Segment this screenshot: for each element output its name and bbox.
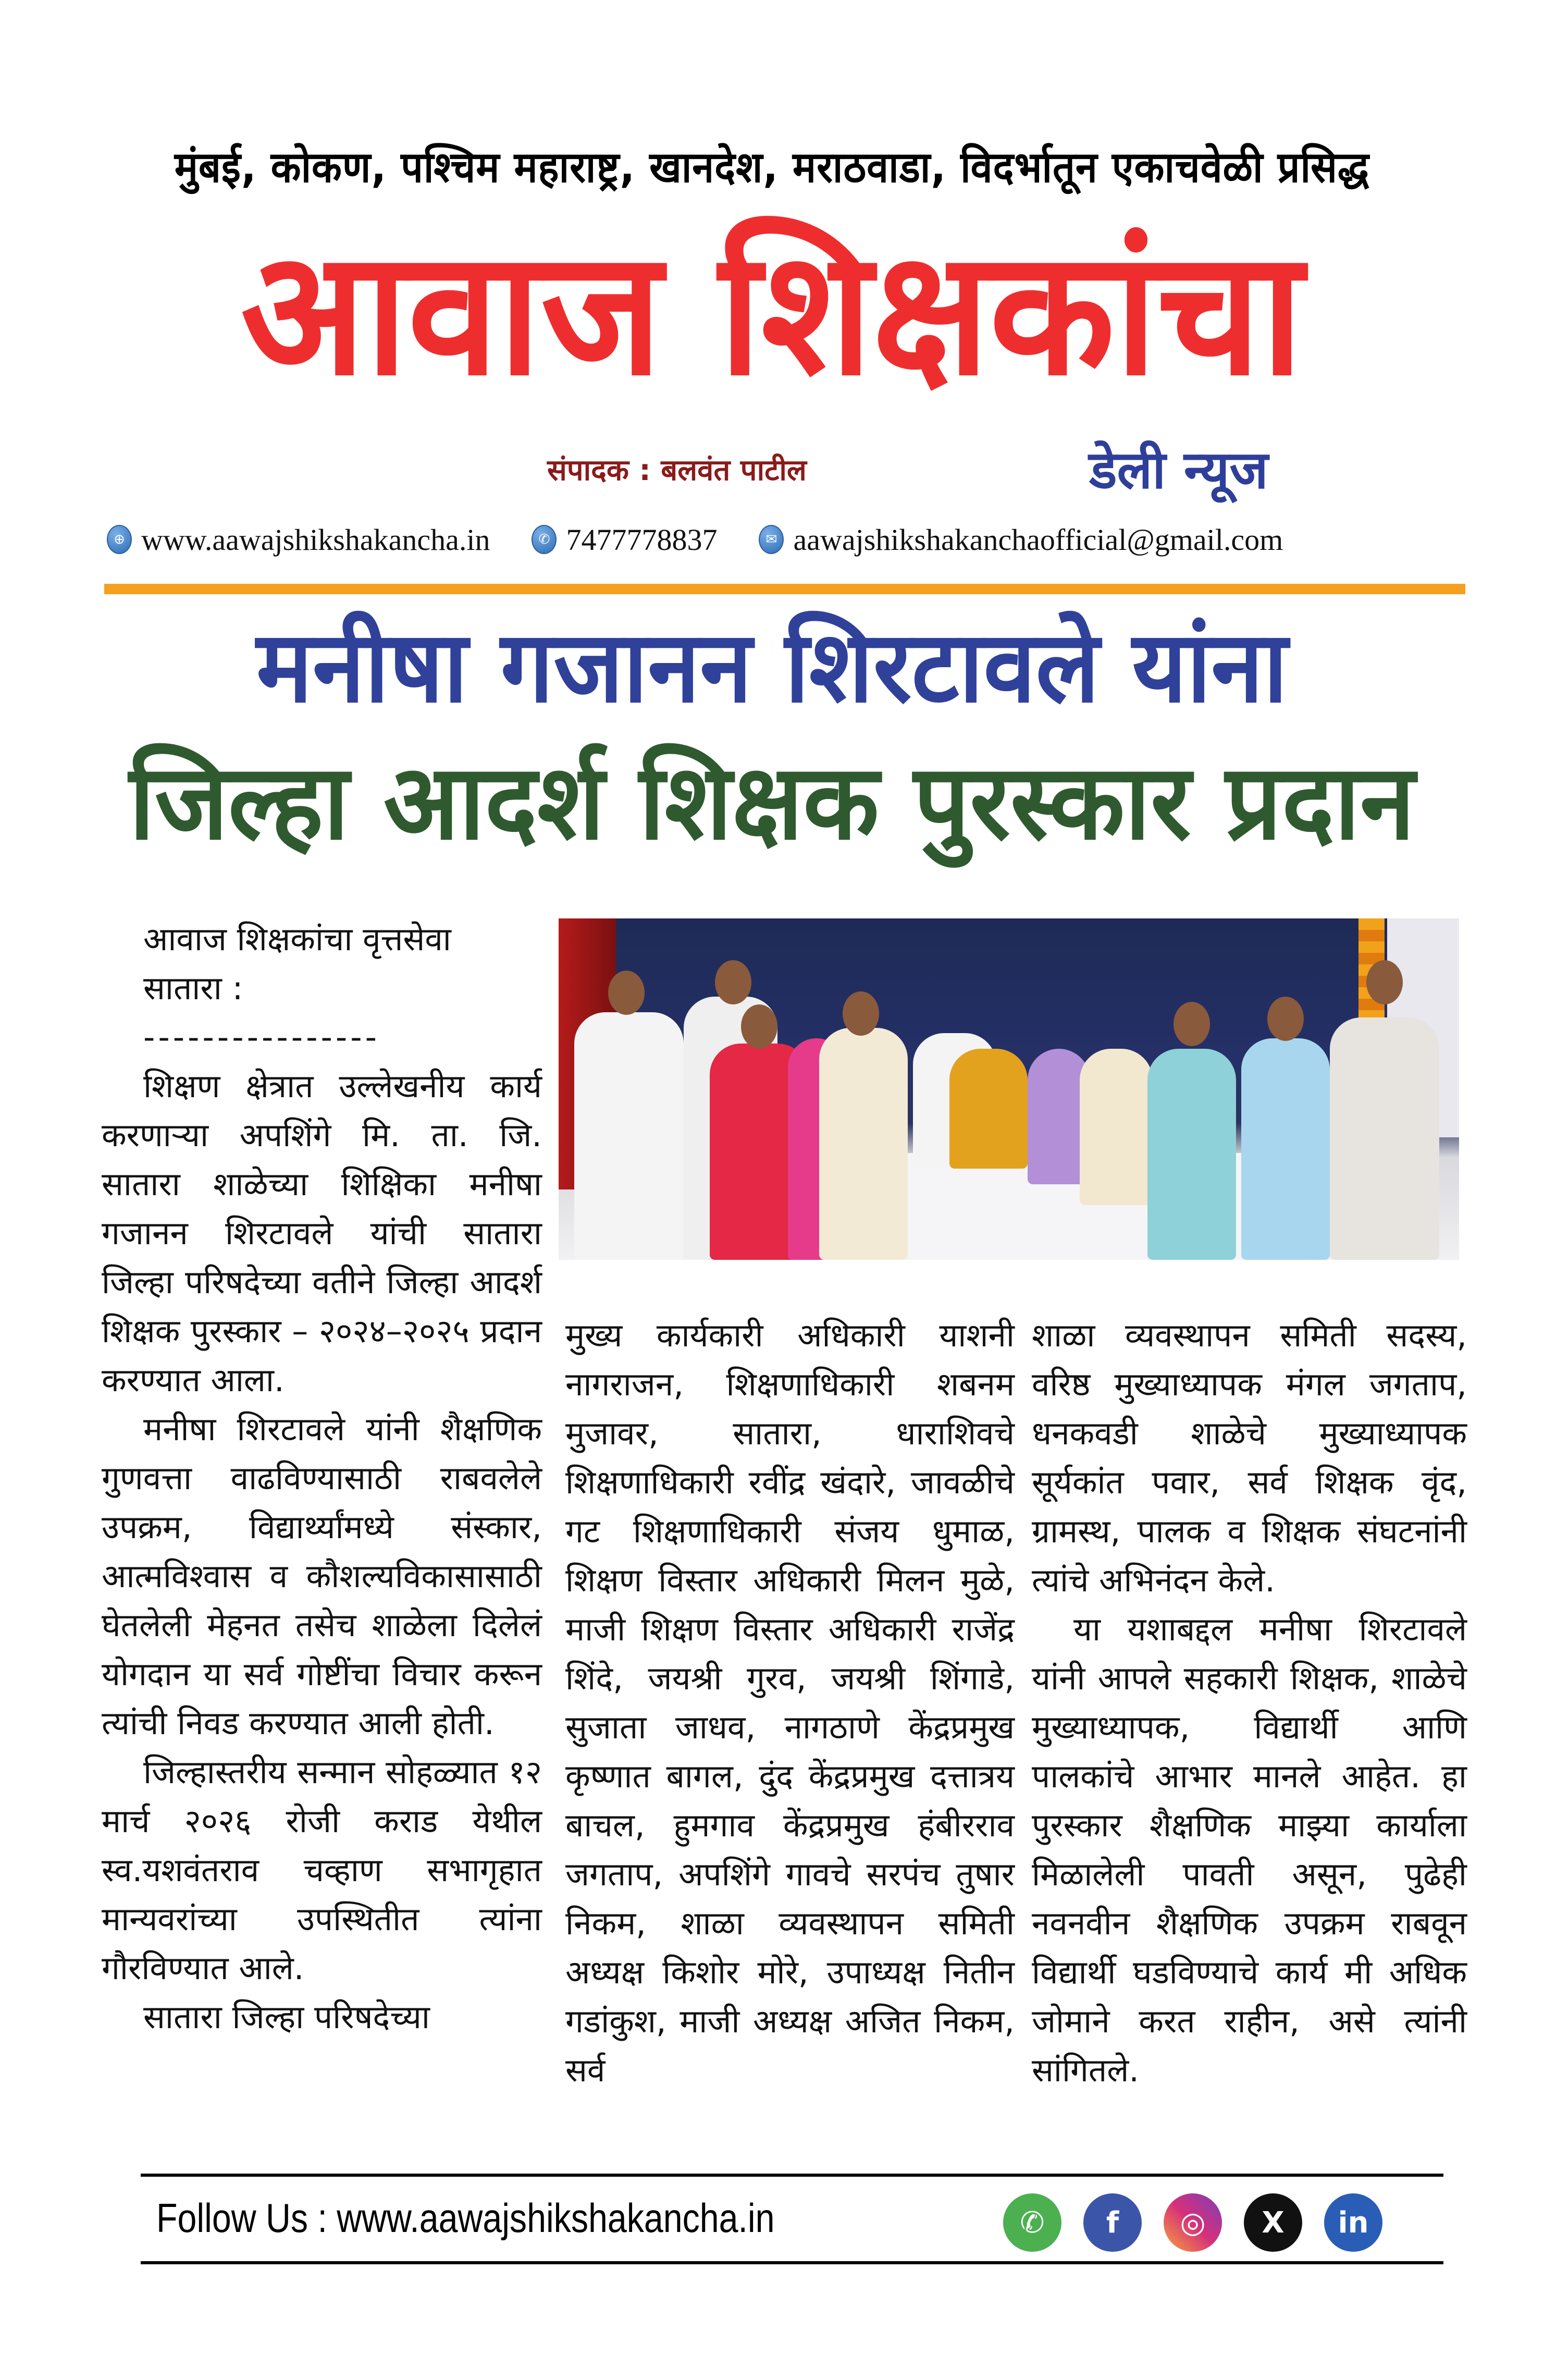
phone-icon: ✆ [532, 525, 557, 554]
headline-line-2: जिल्हा आदर्श शिक्षक पुरस्कार प्रदान [129, 742, 1415, 863]
contact-row [107, 516, 1325, 563]
whatsapp-icon[interactable]: ✆ [1003, 2193, 1061, 2252]
person-head [1267, 997, 1304, 1041]
editor-credit: संपादक : बलवंत पाटील [547, 453, 807, 487]
award-ceremony-photo [559, 918, 1459, 1260]
globe-icon: ⊕ [107, 525, 132, 554]
linkedin-icon[interactable]: in [1324, 2193, 1382, 2252]
separator: ---------------- [143, 1018, 380, 1056]
email-link[interactable]: aawajshikshakanchaofficial@gmail.com [793, 522, 1283, 557]
tagline: मुंबई, कोकण, पश्चिम महाराष्ट्र, खानदेश, मराठवाडा, विदर्भातून एकाचवेळी प्रसिद्ध [174, 143, 1370, 192]
news-source: आवाज शिक्षकांचा वृत्तसेवा [143, 920, 451, 958]
person [574, 1012, 684, 1260]
edition-label: डेली न्यूज [1089, 439, 1268, 500]
social-icons [1003, 2193, 1382, 2252]
header-divider [104, 584, 1465, 594]
person [1330, 1017, 1439, 1260]
paragraph: मनीषा शिरटावले यांनी शैक्षणिक गुणवत्ता वाढविण्यासाठी राबवलेले उपक्रम, विद्यार्थ्यांमध्ये संस्कार, आत्मविश्वास व कौशल्यविकासासाठी घेतलेली मेहनत तसेच शाळेला दिलेलं योगदान या सर्व गोष्टींचा विचार करून त्यांची निवड करण्यात आली होती. [102, 1410, 542, 1742]
person-head [741, 1004, 777, 1049]
contact-website[interactable] [107, 522, 490, 557]
x-icon[interactable]: X [1244, 2193, 1302, 2252]
facebook-icon[interactable]: f [1083, 2193, 1142, 2252]
person [1241, 1038, 1330, 1260]
contact-phone[interactable] [532, 522, 717, 557]
person-head [843, 991, 879, 1036]
person [1080, 1049, 1153, 1205]
article-column-3 [1032, 1311, 1467, 2095]
follow-us-link[interactable]: Follow Us : www.aawajshikshakancha.in [156, 2195, 775, 2241]
contact-email[interactable] [759, 522, 1283, 557]
person-head [1366, 960, 1403, 1004]
person [1147, 1049, 1236, 1260]
paragraph: सातारा जिल्हा परिषदेच्या [143, 1998, 430, 2036]
instagram-icon[interactable]: ◎ [1164, 2193, 1222, 2252]
paragraph: शिक्षण क्षेत्रात उल्लेखनीय कार्य करणाऱ्या अपशिंगे मि. ता. जि. सातारा शाळेच्या शिक्षिका मनीषा गजानन शिरटावले यांची सातारा जिल्हा परिषदेच्या वतीने जिल्हा आदर्श शिक्षक पुरस्कार – २०२४–२०२५ प्रदान करण्यात आला. [102, 1067, 542, 1399]
person-head [715, 960, 751, 1004]
phone-number[interactable]: 7477778837 [566, 522, 718, 557]
person [949, 1049, 1028, 1169]
person-head [1174, 1002, 1210, 1046]
footer-divider-top [141, 2174, 1443, 2177]
dateline: सातारा : [143, 969, 243, 1007]
headline-line-1: मनीषा गजानन शिरटावले यांना [256, 609, 1288, 725]
website-link[interactable]: www.aawajshikshakancha.in [141, 522, 490, 557]
footer-divider-bottom [141, 2261, 1443, 2264]
paragraph: मुख्य कार्यकारी अधिकारी याशनी नागराजन, शिक्षणाधिकारी शबनम मुजावर, सातारा, धाराशिवचे शिक्षणाधिकारी रवींद्र खंदारे, जावळीचे गट शिक्षणाधिकारी संजय धुमाळ, शिक्षण विस्तार अधिकारी मिलन मुळे, माजी शिक्षण विस्तार अधिकारी राजेंद्र शिंदे, जयश्री गुरव, जयश्री शिंगाडे, सुजाता जाधव, नागठाणे केंद्रप्रमुख कृष्णात बागल, दुंद केंद्रप्रमुख दत्तात्रय बाचल, हुमगाव केंद्रप्रमुख हंबीरराव जगताप, अपशिंगे गावचे सरपंच तुषार निकम, शाळा व्यवस्थापन समिती अध्यक्ष किशोर मोरे, उपाध्यक्ष नितीन गडांकुश, माजी अध्यक्ष अजित निकम, सर्व [565, 1316, 1015, 2089]
paragraph: या यशाबद्दल मनीषा शिरटावले यांनी आपले सहकारी शिक्षक, शाळेचे मुख्याध्यापक, विद्यार्थी आणि पालकांचे आभार मानले आहेत. हा पुरस्कार शैक्षणिक माझ्या कार्याला मिळालेली पावती असून, पुढेही नवनवीन शैक्षणिक उपक्रम राबवून विद्यार्थी घडविण्याचे कार्य मी अधिक जोमाने करत राहीन, असे त्यांनी सांगितले. [1032, 1610, 1467, 2089]
person [819, 1028, 908, 1260]
masthead-title: आवाज शिक्षकांचा [240, 213, 1304, 413]
mail-icon: ✉ [759, 525, 784, 554]
person-head [608, 971, 645, 1015]
article-column-2 [565, 1311, 1015, 2095]
paragraph: जिल्हास्तरीय सन्मान सोहळ्यात १२ मार्च २०२६ रोजी कराड येथील स्व.यशवंतराव चव्हाण सभागृहात मान्यवरांच्या उपस्थितीत त्यांना गौरविण्यात आले. [102, 1753, 542, 1987]
paragraph: शाळा व्यवस्थापन समिती सदस्य, वरिष्ठ मुख्याध्यापक मंगल जगताप, धनकवडी शाळेचे मुख्याध्यापक सूर्यकांत पवार, सर्व शिक्षक वृंद, ग्रामस्थ, पालक व शिक्षक संघटनांनी त्यांचे अभिनंदन केले. [1032, 1316, 1467, 1599]
article-column-1 [102, 915, 542, 2042]
